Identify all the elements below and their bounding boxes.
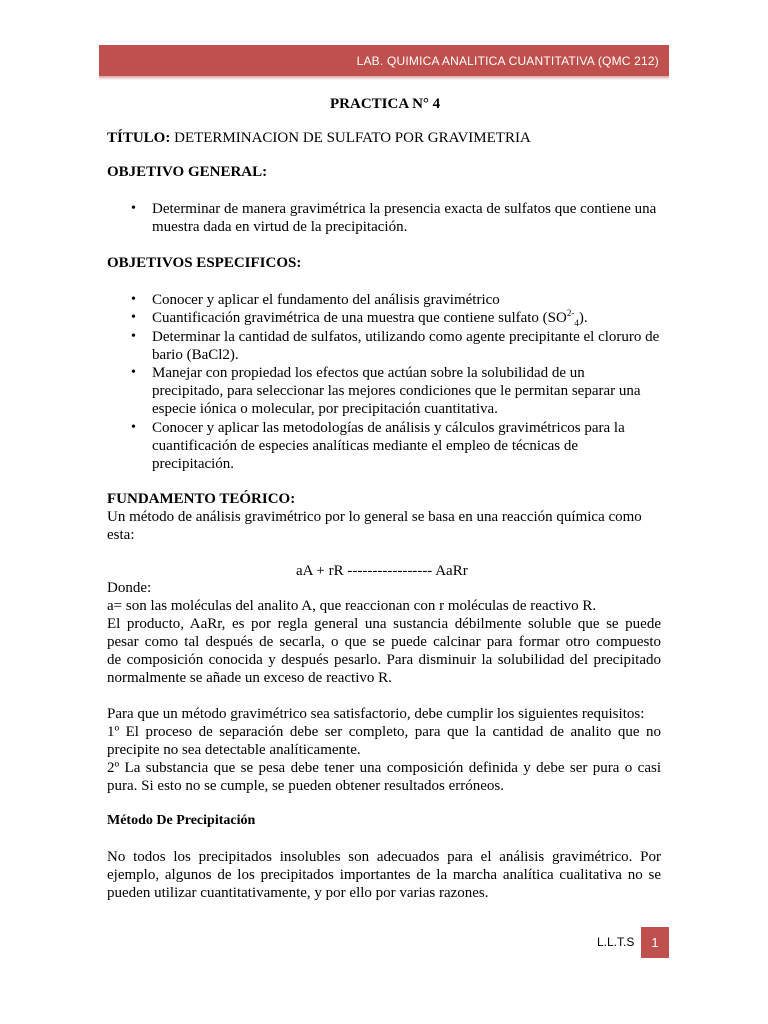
product-paragraph-line2: pesar como tal después de secarla, o que se puede calcinar para formar otro compuesto: [107, 634, 661, 650]
requirement-1-line2: precipite no sea detectable analíticamente.: [107, 742, 361, 758]
sulfate-charge: 2-: [566, 308, 575, 318]
title-line: [107, 129, 531, 147]
specific-objective-2: [152, 309, 588, 327]
bullet-icon: •: [131, 310, 136, 325]
header-lab-title: LAB. QUIMICA ANALITICA CUANTITATIVA (QMC 212): [356, 53, 659, 68]
general-objective-heading: OBJETIVO GENERAL:: [107, 164, 268, 180]
page-number: 1: [651, 935, 659, 950]
specific-objective-2-text: Cuantificación gravimétrica de una muestra que contiene sulfato (SO: [152, 310, 567, 326]
specific-objective-3-line2: bario (BaCl2).: [152, 347, 239, 363]
bullet-icon: •: [131, 292, 136, 307]
requirement-2-line1: 2º La substancia que se pesa debe tener una composición definida y debe ser pura o casi: [107, 760, 661, 776]
title-text: DETERMINACION DE SULFATO POR GRAVIMETRIA: [174, 130, 531, 146]
theory-heading: FUNDAMENTO TEÓRICO:: [107, 491, 296, 507]
specific-objective-4-line2: precipitado, para seleccionar las mejores condiciones que le permitan separar una: [152, 383, 641, 399]
method-paragraph-line2: ejemplo, algunos de los precipitados importantes de la marcha analítica cualitativa no se: [107, 867, 661, 883]
theory-intro-line1: Un método de análisis gravimétrico por lo general se basa en una reacción química como: [107, 509, 642, 525]
reaction-equation: aA + rR ----------------- AaRr: [296, 563, 468, 579]
specific-objective-5-line3: precipitación.: [152, 456, 235, 472]
specific-objective-4-line1: Manejar con propiedad los efectos que actúan sobre la solubilidad de un: [152, 365, 585, 381]
sulfate-subscript: 4: [574, 318, 579, 328]
header-bar: [99, 45, 669, 76]
definition-a: a= son las moléculas del analito A, que reaccionan con r moléculas de reactivo R.: [107, 598, 597, 614]
bullet-icon: •: [131, 201, 136, 216]
specific-objective-5-line1: Conocer y aplicar las metodologías de análisis y cálculos gravimétricos para la: [152, 420, 625, 436]
footer-initials: L.L.T.S: [597, 935, 635, 949]
general-objective-line2: muestra dada en virtud de la precipitación.: [152, 219, 408, 235]
product-paragraph-line4: normalmente se añade un exceso de reactivo R.: [107, 670, 392, 686]
specific-objective-1: Conocer y aplicar el fundamento del análisis gravimétrico: [152, 292, 500, 308]
specific-objective-5-line2: cuantificación de especies analíticas mediante el empleo de técnicas de: [152, 438, 579, 454]
method-paragraph-line3: pueden utilizar cuantitativamente, y por ello por varias razones.: [107, 885, 489, 901]
header-shadow: [99, 76, 669, 80]
general-objective-line1: Determinar de manera gravimétrica la presencia exacta de sulfatos que contiene una: [152, 201, 657, 217]
specific-objectives-heading: OBJETIVOS ESPECIFICOS:: [107, 255, 302, 271]
specific-objective-3-line1: Determinar la cantidad de sulfatos, utilizando como agente precipitante el cloruro de: [152, 329, 660, 345]
specific-objective-4-line3: especie iónica o molecular, por precipitación cuantitativa.: [152, 401, 498, 417]
product-paragraph-line3: de composición conocida y después pesarlo. Para disminuir la solubilidad del precipitado: [107, 652, 661, 668]
title-label: TÍTULO:: [107, 130, 171, 146]
theory-intro-line2: esta:: [107, 527, 135, 543]
page-number-badge: [641, 927, 669, 958]
bullet-icon: •: [131, 420, 136, 435]
specific-objective-2-end: ).: [578, 310, 588, 326]
requirements-intro: Para que un método gravimétrico sea satisfactorio, debe cumplir los siguientes requisitos:: [107, 706, 645, 722]
method-paragraph-line1: No todos los precipitados insolubles son adecuados para el análisis gravimétrico. Por: [107, 849, 661, 865]
bullet-icon: •: [131, 329, 136, 344]
method-heading: Método De Precipitación: [107, 813, 256, 828]
requirement-2-line2: pura. Si esto no se cumple, se pueden obtener resultados erróneos.: [107, 778, 504, 794]
bullet-icon: •: [131, 365, 136, 380]
requirement-1-line1: 1º El proceso de separación debe ser completo, para que la cantidad de analito que no: [107, 724, 661, 740]
practice-number: PRACTICA N° 4: [330, 96, 441, 112]
donde-label: Donde:: [107, 580, 152, 596]
product-paragraph-line1: El producto, AaRr, es por regla general una sustancia débilmente soluble que se puede: [107, 616, 661, 632]
